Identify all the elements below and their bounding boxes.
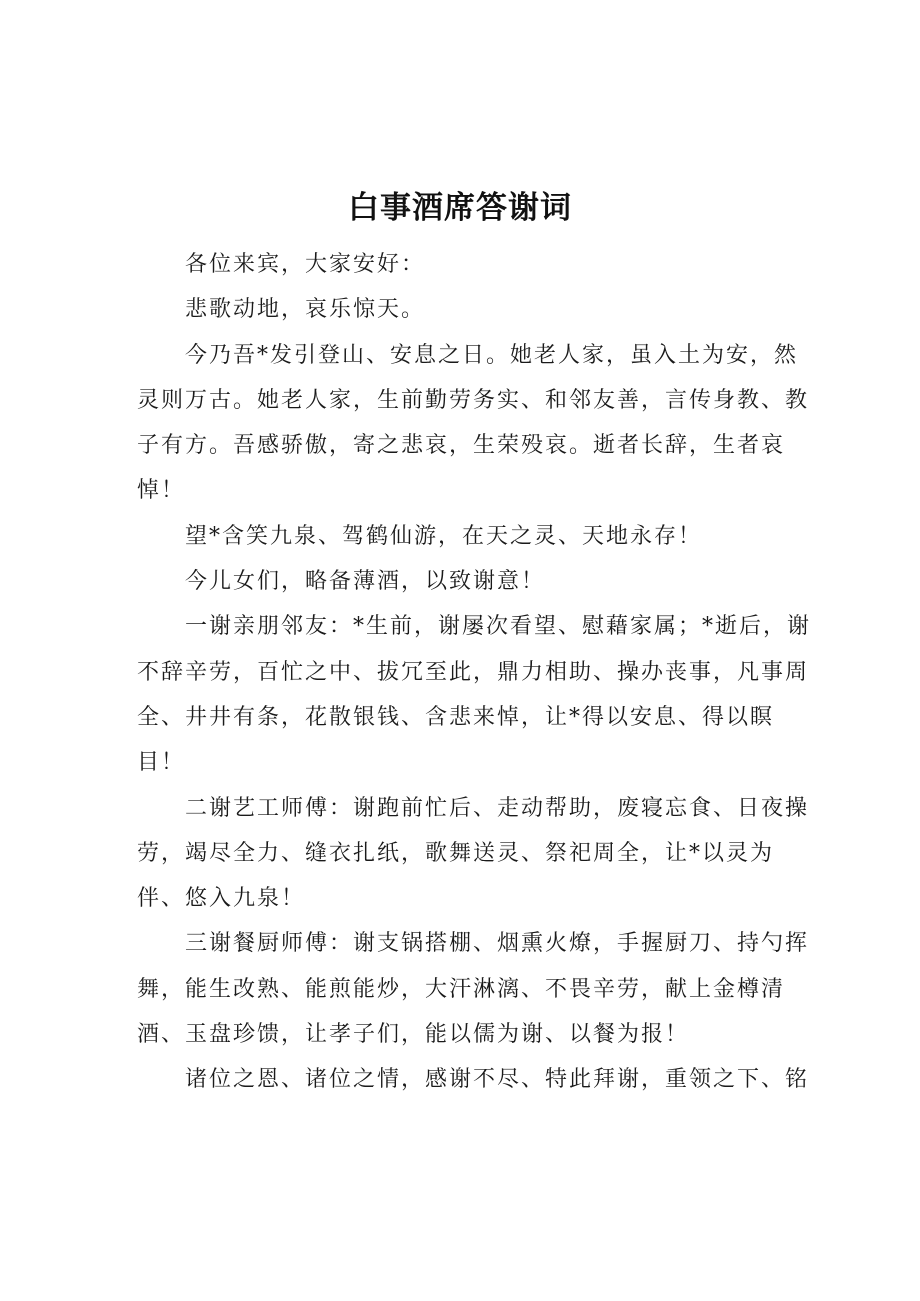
paragraph-thanks-friends: 一谢亲朋邻友：*生前，谢屡次看望、慰藉家属；*逝后，谢不辞辛劳，百忙之中、拔冗至此，鼎力相助、操办丧事，凡事周全、井井有条，花散银钱、含悲来悼，让*得以安息、得以瞑目！ <box>137 614 812 776</box>
paragraph-toast: 今儿女们，略备薄酒，以致谢意！ <box>185 569 546 595</box>
paragraph-closing: 诸位之恩、诸位之情，感谢不尽、特此拜谢，重领之下、铭 <box>185 1067 810 1093</box>
paragraph-wish: 望*含笑九泉、驾鹤仙游，在天之灵、天地永存！ <box>185 523 703 549</box>
document-title: 白事酒席答谢词 <box>348 190 572 226</box>
paragraph-opening: 悲歌动地，哀乐惊天。 <box>185 297 426 323</box>
paragraph-greeting: 各位来宾，大家安好： <box>185 252 426 277</box>
paragraph-thanks-artisans: 二谢艺工师傅：谢跑前忙后、走动帮助，废寝忘食、日夜操劳，竭尽全力、缝衣扎纸，歌舞送灵、祭祀周全，让*以灵为伴、悠入九泉！ <box>137 795 810 912</box>
paragraph-tribute: 今乃吾*发引登山、安息之日。她老人家，虽入土为安，然灵则万古。她老人家，生前勤劳务实、和邻友善，言传身教、教子有方。吾感骄傲，寄之悲哀，生荣殁哀。逝者长辞，生者哀悼！ <box>137 342 810 504</box>
paragraph-thanks-chefs: 三谢餐厨师傅：谢支锅搭棚、烟熏火燎，手握厨刀、持勺挥舞，能生改熟、能煎能炒，大汗淋漓、不畏辛劳，献上金樽清酒、玉盘珍馈，让孝子们，能以儒为谢、以餐为报！ <box>137 931 810 1048</box>
document-body <box>137 242 813 1103</box>
